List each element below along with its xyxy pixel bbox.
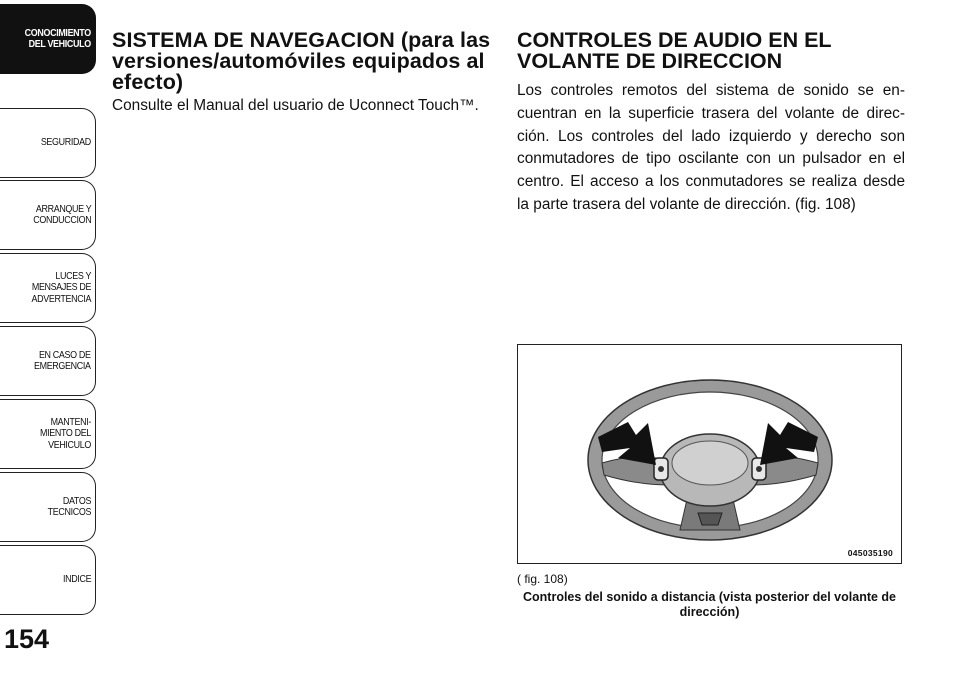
tab-datos-tecnicos[interactable] [0,472,96,542]
tab-mantenimiento[interactable] [0,399,96,469]
tab-label: SEGURIDAD [40,136,91,149]
tab-label: ARRANQUE Y CONDUCCION [32,202,91,226]
tab-label: DATOS TECNICOS [47,494,91,518]
page-number: 154 [4,624,50,654]
tab-label: MANTENI- MIENTO DEL VEHICULO [40,415,91,451]
figure-code: 045035190 [847,548,893,558]
tab-luces-y-mensajes[interactable] [0,253,96,323]
sidebar-tabs [0,0,98,640]
tab-label: LUCES Y MENSAJES DE ADVERTENCIA [31,269,91,305]
tab-en-caso-de-emergencia[interactable] [0,326,96,396]
figure-caption: Controles del sonido a distancia (vista posterior del volante de dirección) [523,590,896,619]
steering-wheel-illustration [518,345,902,564]
tab-conocimiento-del-vehiculo[interactable] [0,4,96,74]
section-body-navegacion: Consulte el Manual del usuario de Uconnect Touch™. [112,97,479,114]
tab-label: CONOCIMIENTO DEL VEHICULO [24,26,91,50]
tab-label: EN CASO DE EMERGENCIA [34,348,91,372]
figure-reference: ( fig. 108) [517,572,568,586]
steering-wheel-figure [517,344,902,564]
section-body-audio: Los controles remotos del sistema de sonido se en-cuentran en la superficie trasera del volante de direc-ción. Los controles del lado izquierdo y derecho son conmutadores de tipo oscilante con un pulsador en el centro. El acceso a los conmutadores se realiza desde la parte trasera del volante de dirección. (fig. 108) [517,82,905,213]
tab-arranque-y-conduccion[interactable] [0,180,96,250]
tab-indice[interactable] [0,545,96,615]
section-heading-audio: CONTROLES DE AUDIO EN EL VOLANTE DE DIRECCION [517,28,832,73]
section-heading-navegacion: SISTEMA DE NAVEGACION (para las versiones/automóviles equipados al efecto) [112,28,491,94]
tab-seguridad[interactable] [0,108,96,178]
tab-label: INDICE [62,573,91,586]
